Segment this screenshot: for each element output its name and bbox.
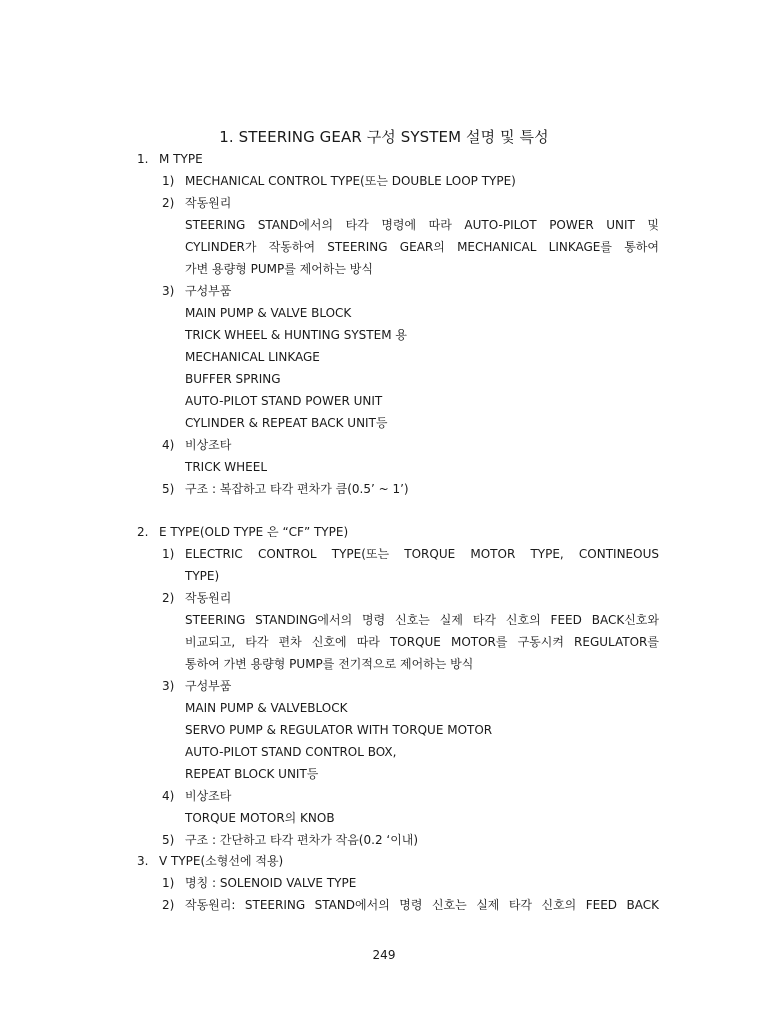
page-title: 1. STEERING GEAR 구성 SYSTEM 설명 및 특성 bbox=[219, 128, 549, 146]
section-number: 1. bbox=[137, 152, 149, 166]
item-text: 구조 : 간단하고 타각 편차가 작음(0.2 ‘이내) bbox=[185, 833, 419, 847]
paragraph-line: STEERING STAND에서의 타각 명령에 따라 AUTO-PILOT POWER UNIT 및 bbox=[185, 218, 659, 232]
paragraph-line: CYLINDER가 작동하여 STEERING GEAR의 MECHANICAL LINKAGE를 통하여 bbox=[185, 240, 659, 254]
item-number: 3) bbox=[162, 284, 175, 298]
item-number: 3) bbox=[162, 679, 175, 693]
item-text: 작동원리 bbox=[185, 196, 232, 210]
item-text: 구성부품 bbox=[185, 284, 232, 298]
paragraph-line: 통하여 가변 용량형 PUMP를 전기적으로 제어하는 방식 bbox=[185, 657, 474, 671]
item-number: 2) bbox=[162, 591, 175, 605]
component-line: TORQUE MOTOR의 KNOB bbox=[185, 811, 335, 825]
component-line: MAIN PUMP & VALVEBLOCK bbox=[185, 701, 348, 715]
item-number: 5) bbox=[162, 482, 175, 496]
item-text: 명칭 : SOLENOID VALVE TYPE bbox=[185, 876, 357, 890]
section-title: M TYPE bbox=[159, 152, 203, 166]
page-number: 249 bbox=[372, 948, 396, 962]
component-line: CYLINDER & REPEAT BACK UNIT등 bbox=[185, 416, 388, 430]
item-text: ELECTRIC CONTROL TYPE(또는 TORQUE MOTOR TYPE, CONTINEOUS bbox=[185, 547, 659, 561]
paragraph-line: TYPE) bbox=[185, 569, 220, 583]
section-number: 2. bbox=[137, 525, 149, 539]
paragraph-line: 가변 용량형 PUMP를 제어하는 방식 bbox=[185, 262, 373, 276]
component-line: TRICK WHEEL bbox=[185, 460, 268, 474]
component-line: REPEAT BLOCK UNIT등 bbox=[185, 767, 319, 781]
item-number: 2) bbox=[162, 196, 175, 210]
item-number: 2) bbox=[162, 898, 175, 912]
item-text: 작동원리: STEERING STAND에서의 명령 신호는 실제 타각 신호의 FEED BACK bbox=[185, 898, 659, 912]
item-number: 4) bbox=[162, 438, 175, 452]
item-text: 작동원리 bbox=[185, 591, 232, 605]
item-text: 비상조타 bbox=[185, 438, 232, 452]
item-text: MECHANICAL CONTROL TYPE(또는 DOUBLE LOOP TYPE) bbox=[185, 174, 516, 188]
component-line: AUTO-PILOT STAND CONTROL BOX, bbox=[185, 745, 397, 759]
component-line: MAIN PUMP & VALVE BLOCK bbox=[185, 306, 352, 320]
section-title: E TYPE(OLD TYPE 은 “CF” TYPE) bbox=[159, 525, 349, 539]
component-line: SERVO PUMP & REGULATOR WITH TORQUE MOTOR bbox=[185, 723, 493, 737]
component-line: AUTO-PILOT STAND POWER UNIT bbox=[185, 394, 383, 408]
component-line: BUFFER SPRING bbox=[185, 372, 281, 386]
item-text: 구조 : 복잡하고 타각 편차가 큼(0.5’ ~ 1’) bbox=[185, 482, 409, 496]
component-line: TRICK WHEEL & HUNTING SYSTEM 용 bbox=[185, 328, 407, 342]
item-text: 비상조타 bbox=[185, 789, 232, 803]
section-number: 3. bbox=[137, 854, 149, 868]
component-line: MECHANICAL LINKAGE bbox=[185, 350, 320, 364]
section-title: V TYPE(소형선에 적용) bbox=[159, 854, 284, 868]
paragraph-line: STEERING STANDING에서의 명령 신호는 실제 타각 신호의 FEED BACK신호와 bbox=[185, 613, 659, 627]
item-number: 4) bbox=[162, 789, 175, 803]
item-number: 5) bbox=[162, 833, 175, 847]
item-number: 1) bbox=[162, 174, 175, 188]
paragraph-line: 비교되고, 타각 편차 신호에 따라 TORQUE MOTOR를 구동시켜 REGULATOR를 bbox=[185, 635, 659, 649]
item-number: 1) bbox=[162, 876, 175, 890]
item-text: 구성부품 bbox=[185, 679, 232, 693]
item-number: 1) bbox=[162, 547, 175, 561]
